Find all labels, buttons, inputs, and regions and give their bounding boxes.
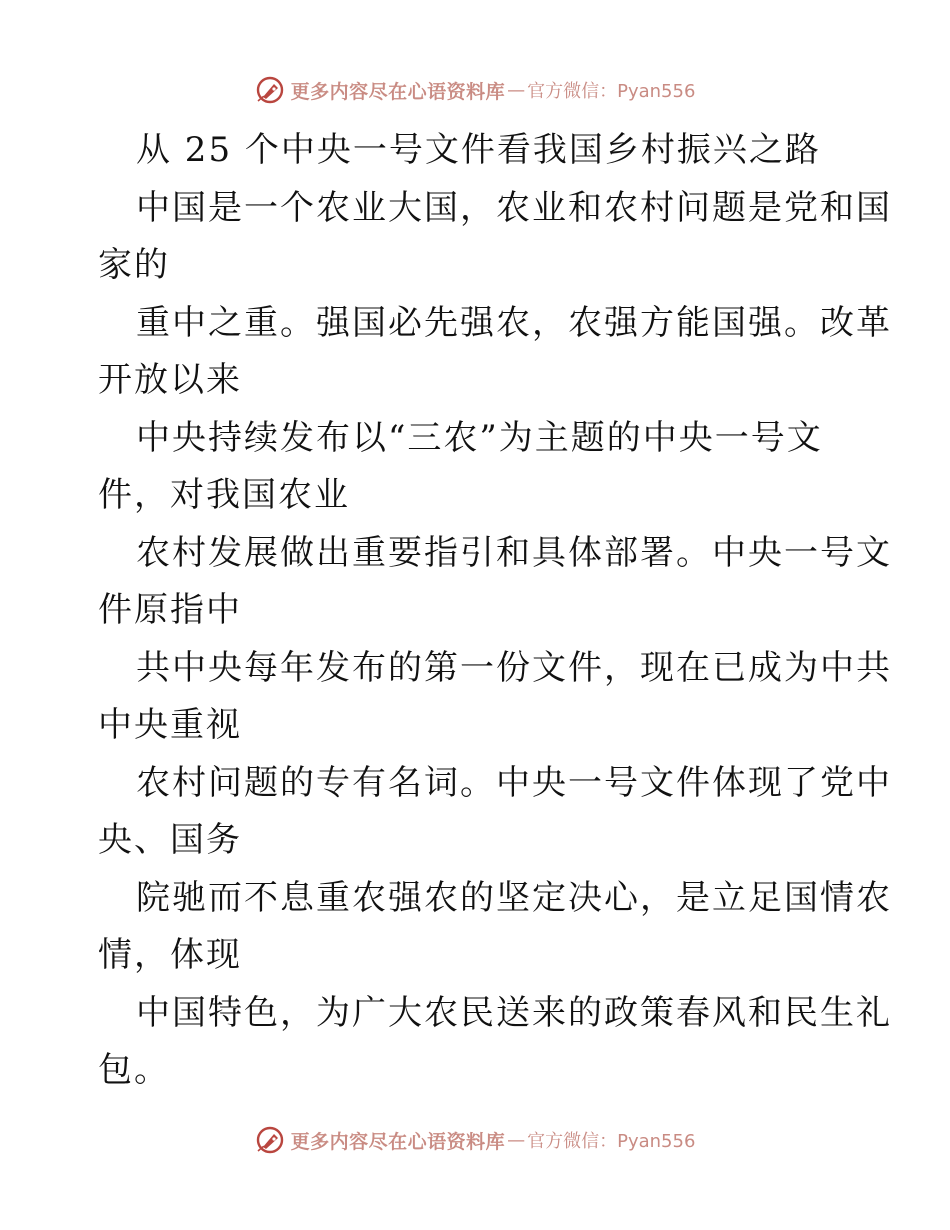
document-title: 从 25 个中央一号文件看我国乡村振兴之路 xyxy=(136,130,821,170)
banner-wechat-text: 官方微信：Pyan556 xyxy=(527,1131,696,1152)
banner-main-text: 更多内容尽在心语资料库 xyxy=(290,80,506,103)
paragraph-line: 件原指中 xyxy=(98,590,242,630)
paragraph-line: 件，对我国农业 xyxy=(98,475,350,515)
paragraph-line: 中央持续发布以“三农”为主题的中央一号文 xyxy=(136,417,823,458)
banner-dash: — xyxy=(507,79,526,101)
paragraph-line: 包。 xyxy=(98,1050,170,1090)
paragraph-line: 中国特色，为广大农民送来的政策春风和民生礼 xyxy=(136,992,892,1033)
banner-main-text: 更多内容尽在心语资料库 xyxy=(290,1130,506,1153)
footer-banner xyxy=(0,1120,950,1160)
paragraph-line: 情，体现 xyxy=(98,935,242,975)
paragraph-line: 农村问题的专有名词。中央一号文件体现了党中 xyxy=(136,762,892,803)
paragraph-line: 中国是一个农业大国，农业和农村问题是党和国 xyxy=(136,187,892,228)
pen-nib-logo-icon xyxy=(255,75,285,105)
banner-dash: — xyxy=(507,1129,526,1151)
paragraph-line: 共中央每年发布的第一份文件，现在已成为中共 xyxy=(136,647,892,688)
paragraph-line: 开放以来 xyxy=(98,360,242,400)
header-banner xyxy=(0,70,950,110)
paragraph-line: 农村发展做出重要指引和具体部署。中央一号文 xyxy=(136,532,892,573)
paragraph-line: 重中之重。强国必先强农，农强方能国强。改革 xyxy=(136,302,892,343)
paragraph-line: 家的 xyxy=(98,245,170,285)
paragraph-line: 中央重视 xyxy=(98,705,242,745)
paragraph-line: 央、国务 xyxy=(98,820,242,860)
document-body xyxy=(98,122,892,1100)
paragraph-line: 院驰而不息重农强农的坚定决心，是立足国情农 xyxy=(136,877,892,918)
pen-nib-logo-icon xyxy=(255,1125,285,1155)
banner-wechat-text: 官方微信：Pyan556 xyxy=(527,81,696,102)
